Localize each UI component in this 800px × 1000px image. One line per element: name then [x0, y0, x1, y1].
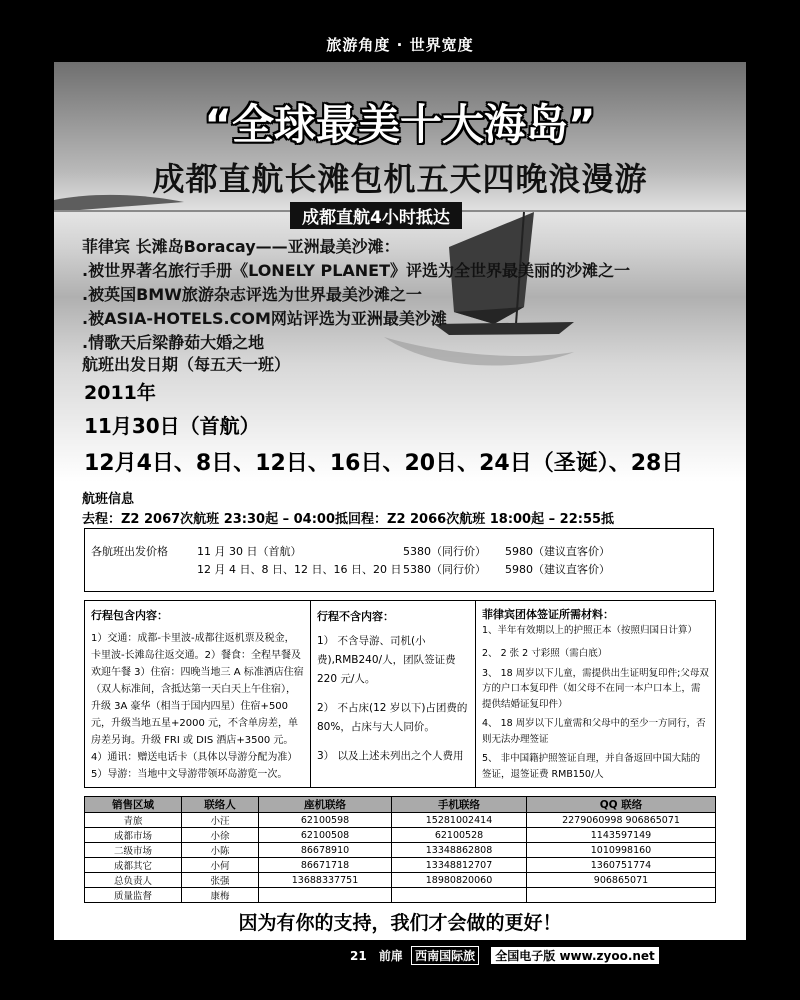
- table-header-row: [85, 797, 716, 813]
- visa-item: 3、 18 周岁以下儿童，需提供出生证明复印件;父母双方的户口本复印件（如父母不在同一本户口本上，需提供结婚证复印件）: [482, 667, 709, 710]
- region-cell: 总负责人: [85, 873, 182, 888]
- included-item: 1）交通：成都-卡里波-成都往返机票及税金，卡里波-长滩岛往返交通。2）餐食：全程早餐及欢迎午餐 3）住宿：四晚当地三 A 标准酒店住宿（双人标准间，含抵达第一天白天上午住宿），升级 3A 豪华（相当于国内四星）住宿+500 元，升级当地五星+2000 元，不含单房差，单房差另询。升级 FRI 或 DIS 酒店+3500 元。: [91, 633, 304, 746]
- award-line: .被世界著名旅行手册《LONELY PLANET》评选为全世界最美丽的沙滩之一: [82, 261, 631, 280]
- year: 2011年: [84, 382, 156, 404]
- included-item: 4）通讯：赠送电话卡（具体以导游分配为准）: [91, 752, 298, 763]
- qq-cell: 1360751774: [527, 858, 716, 873]
- contact-cell: 小何: [182, 858, 259, 873]
- qq-cell: 2279060998 906865071: [527, 813, 716, 828]
- december-dates: 12月4日、8日、12日、16日、20日、24日（圣诞）、28日: [84, 451, 684, 476]
- website-label: 全国电子版 www.zyoo.net: [491, 947, 659, 964]
- landline-cell: 86678910: [259, 843, 392, 858]
- region-cell: 成都市场: [85, 828, 182, 843]
- column-header: 销售区域: [85, 797, 182, 813]
- column-header: 手机联络: [392, 797, 527, 813]
- mobile-cell: 18980820060: [392, 873, 527, 888]
- landline-cell: 13688337751: [259, 873, 392, 888]
- column-header: 联络人: [182, 797, 259, 813]
- award-line: .被英国BMW旅游杂志评选为世界最美沙滩之一: [82, 285, 422, 304]
- visa-title: 菲律宾团体签证所需材料：: [482, 608, 614, 621]
- excluded-item: 2） 不占床(12 岁以下)占团费的 80%，占床与大人同价。: [317, 702, 468, 733]
- peer-price: 5380（同行价）: [403, 545, 486, 558]
- qq-cell: 1143597149: [527, 828, 716, 843]
- included-item: 5）导游：当地中文导游带领环岛游览一次。: [91, 769, 288, 780]
- intro-line: 菲律宾 长滩岛Boracay——亚洲最美沙滩：: [82, 237, 400, 256]
- slogan: 因为有你的支持，我们才会做的更好！: [238, 912, 562, 934]
- award-line: .情歌天后梁静茹大婚之地: [82, 333, 265, 352]
- magazine-name: 西南国际旅: [411, 946, 479, 965]
- first-flight-date: 11月30日（首航）: [84, 414, 260, 438]
- price-dates: 12 月 4 日、8 日、12 日、16 日、20 日: [197, 563, 402, 576]
- table-row: [85, 813, 716, 828]
- main-title: “全球最美十大海岛”: [204, 100, 596, 149]
- contact-cell: 小徐: [182, 828, 259, 843]
- excluded-column: [310, 601, 475, 787]
- qq-cell: 906865071: [527, 873, 716, 888]
- qq-cell: 1010998160: [527, 843, 716, 858]
- landline-cell: [259, 888, 392, 903]
- table-row: [85, 828, 716, 843]
- region-cell: 成都其它: [85, 858, 182, 873]
- table-row: [85, 873, 716, 888]
- retail-price: 5980（建议直客价）: [505, 545, 610, 558]
- landline-cell: 62100508: [259, 828, 392, 843]
- section-label: 前扉: [378, 949, 403, 963]
- peer-price: 5380（同行价）: [403, 563, 486, 576]
- excluded-item: 3） 以及上述未列出之个人费用: [317, 750, 464, 762]
- award-line: .被ASIA-HOTELS.COM网站评选为亚洲最美沙滩: [82, 309, 447, 328]
- visa-column: [475, 601, 715, 787]
- flight-info-title: 航班信息: [82, 492, 135, 507]
- table-row: [85, 843, 716, 858]
- mobile-cell: 13348862808: [392, 843, 527, 858]
- visa-item: 1、半年有效期以上的护照正本（按照归国日计算）: [482, 624, 698, 636]
- contact-cell: 康梅: [182, 888, 259, 903]
- details-columns: [84, 600, 716, 788]
- contact-cell: 张强: [182, 873, 259, 888]
- mobile-cell: [392, 888, 527, 903]
- excluded-item: 1） 不含导游、司机(小费),RMB240/人，团队签证费 220 元/人。: [317, 635, 456, 685]
- mobile-cell: 62100528: [392, 828, 527, 843]
- direct-flight-banner: 成都直航4小时抵达: [290, 202, 462, 229]
- qq-cell: [527, 888, 716, 903]
- price-dates: 11 月 30 日（首航）: [197, 545, 302, 558]
- visa-item: 2、 2 张 2 寸彩照（需白底）: [482, 648, 608, 659]
- region-cell: 质量监督: [85, 888, 182, 903]
- advert-page: [54, 62, 746, 940]
- contact-cell: 小陈: [182, 843, 259, 858]
- mobile-cell: 13348812707: [392, 858, 527, 873]
- tour-title: 成都直航长滩包机五天四晚浪漫游: [152, 160, 648, 198]
- retail-price: 5980（建议直客价）: [505, 563, 610, 576]
- page-number: 21: [350, 949, 367, 963]
- table-row: [85, 888, 716, 903]
- landline-cell: 86671718: [259, 858, 392, 873]
- table-row: [85, 858, 716, 873]
- visa-item: 5、 非中国籍护照签证自理，并自备返回中国大陆的签证，退签证费 RMB150/人: [482, 753, 701, 780]
- page-footer: [350, 946, 659, 965]
- region-cell: 青旅: [85, 813, 182, 828]
- excluded-title: 行程不含内容：: [317, 610, 394, 623]
- visa-item: 4、 18 周岁以下儿童需和父母中的至少一方同行，否则无法办理签证: [482, 718, 706, 745]
- landline-cell: 62100598: [259, 813, 392, 828]
- departure-schedule-label: 航班出发日期（每五天一班）: [82, 355, 291, 374]
- included-column: [85, 601, 310, 787]
- price-label: 各航班出发价格: [91, 545, 168, 558]
- hero-photo: [54, 62, 746, 482]
- column-header: 座机联络: [259, 797, 392, 813]
- price-box: [84, 528, 714, 592]
- column-header: QQ 联络: [527, 797, 716, 813]
- included-title: 行程包含内容：: [91, 609, 168, 622]
- region-cell: 二级市场: [85, 843, 182, 858]
- mobile-cell: 15281002414: [392, 813, 527, 828]
- flight-info: 去程：Z2 2067次航班 23:30起 – 04:00抵回程：Z2 2066次航班 18:00起 – 22:55抵: [82, 512, 615, 527]
- sales-contact-table: [84, 796, 716, 903]
- contact-cell: 小汪: [182, 813, 259, 828]
- page-header: 旅游角度 · 世界宽度: [326, 36, 474, 54]
